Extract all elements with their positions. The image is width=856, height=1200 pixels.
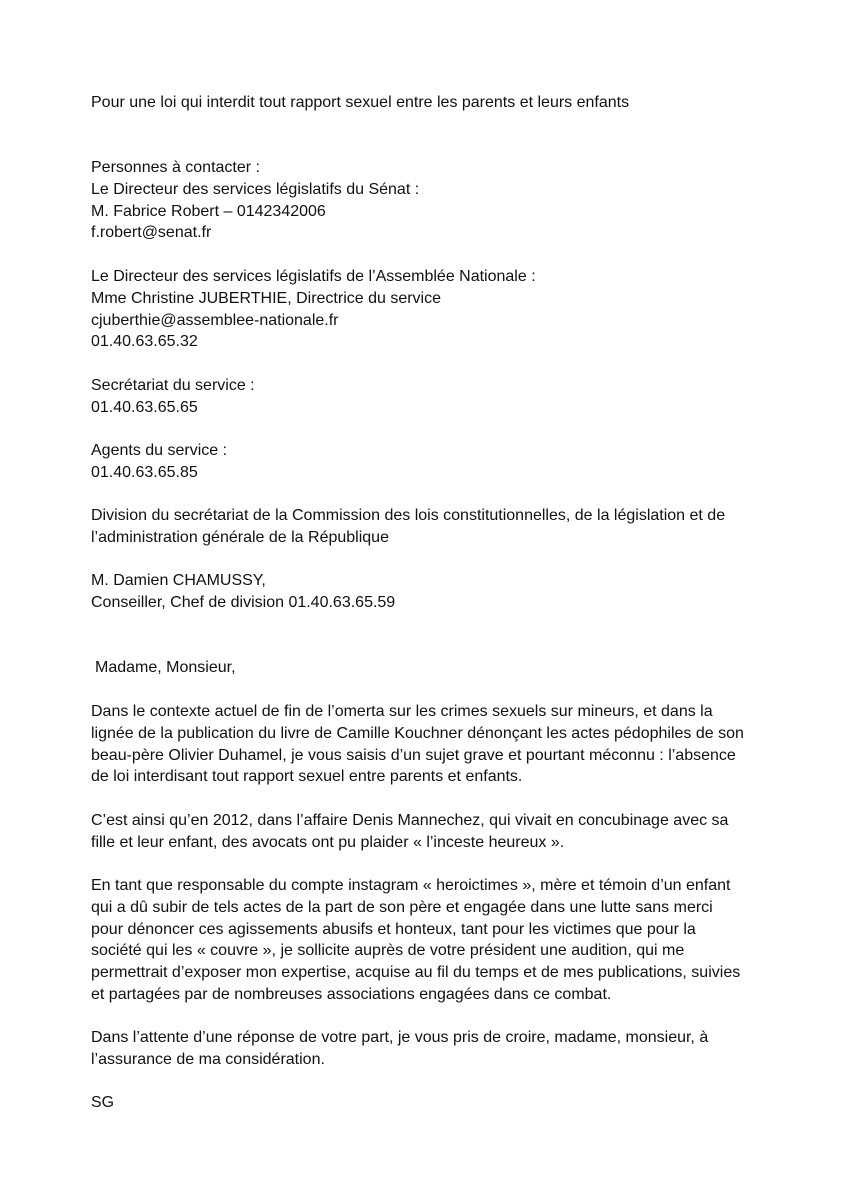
paragraph-line: et partagées par de nombreuses associations engagées dans ce combat.	[91, 985, 612, 1003]
agents-phone: 01.40.63.65.85	[91, 463, 198, 481]
paragraph-line: de loi interdisant tout rapport sexuel entre parents et enfants.	[91, 768, 523, 786]
paragraph-line: beau-père Olivier Duhamel, je vous saisis d’un sujet grave et pourtant méconnu : l’absence	[91, 746, 736, 764]
secretariat-label: Secrétariat du service :	[91, 377, 255, 394]
division-line: Division du secrétariat de la Commission des lois constitutionnelles, de la législation et de	[91, 507, 726, 524]
paragraph-line: Dans l’attente d’une réponse de votre part, je vous pris de croire, madame, monsieur, à	[91, 1029, 709, 1046]
paragraph-3	[91, 875, 791, 1006]
assemblee-phone: 01.40.63.65.32	[91, 333, 198, 351]
paragraph-line: l’assurance de ma considération.	[91, 1050, 325, 1068]
paragraph-line: pour dénoncer ces agissements abusifs et honteux, tant pour les victimes que pour la	[91, 920, 696, 938]
division-line: l’administration générale de la République	[91, 528, 389, 546]
paragraph-line: société qui les « couvre », je sollicite auprès de votre président une audition, qui me	[91, 942, 685, 960]
paragraph-line: En tant que responsable du compte instagram « heroictimes », mère et témoin d’un enfant	[91, 877, 731, 894]
assemblee-name: Mme Christine JUBERTHIE, Directrice du service	[91, 289, 442, 307]
secretariat-phone: 01.40.63.65.65	[91, 398, 198, 416]
contact-senat-block	[91, 157, 791, 244]
letter-title	[91, 92, 791, 114]
assemblee-role: Le Directeur des services législatifs de l’Assemblée Nationale :	[91, 268, 536, 285]
paragraph-1	[91, 701, 791, 788]
senat-role: Le Directeur des services législatifs du Sénat :	[91, 180, 420, 198]
title-line: Pour une loi qui interdit tout rapport sexuel entre les parents et leurs enfants	[91, 94, 630, 111]
agents-label: Agents du service :	[91, 442, 228, 459]
agents-block	[91, 440, 791, 484]
senat-name-phone: M. Fabrice Robert – 0142342006	[91, 202, 326, 220]
assemblee-email: cjuberthie@assemblee-nationale.fr	[91, 311, 339, 329]
paragraph-line: qui a dû subir de tels actes de la part de son père et engagée dans une lutte sans merci	[91, 898, 713, 916]
salutation-line: Madame, Monsieur,	[95, 659, 236, 676]
contact-assemblee-block	[91, 266, 791, 353]
division-block	[91, 505, 791, 549]
senat-email: f.robert@senat.fr	[91, 224, 212, 242]
paragraph-line: permettrait d’exposer mon expertise, acquise au fil du temps et de mes publications, suivies	[91, 964, 741, 982]
paragraph-2	[91, 810, 791, 854]
signature-initials: SG	[91, 1094, 115, 1111]
paragraph-line: fille et leur enfant, des avocats ont pu plaider « l’inceste heureux ».	[91, 833, 565, 851]
salutation	[95, 657, 795, 679]
conseiller-block	[91, 570, 791, 614]
signature	[91, 1092, 791, 1114]
contacts-heading: Personnes à contacter :	[91, 159, 260, 176]
paragraph-4	[91, 1027, 791, 1071]
paragraph-line: Dans le contexte actuel de fin de l’omerta sur les crimes sexuels sur mineurs, et dans la	[91, 703, 713, 720]
secretariat-block	[91, 375, 791, 419]
paragraph-line: C’est ainsi qu’en 2012, dans l’affaire Denis Mannechez, qui vivait en concubinage avec sa	[91, 812, 729, 829]
paragraph-line: lignée de la publication du livre de Camille Kouchner dénonçant les actes pédophiles de son	[91, 724, 744, 742]
conseiller-name: M. Damien CHAMUSSY,	[91, 572, 266, 589]
conseiller-title-phone: Conseiller, Chef de division 01.40.63.65.59	[91, 593, 396, 611]
